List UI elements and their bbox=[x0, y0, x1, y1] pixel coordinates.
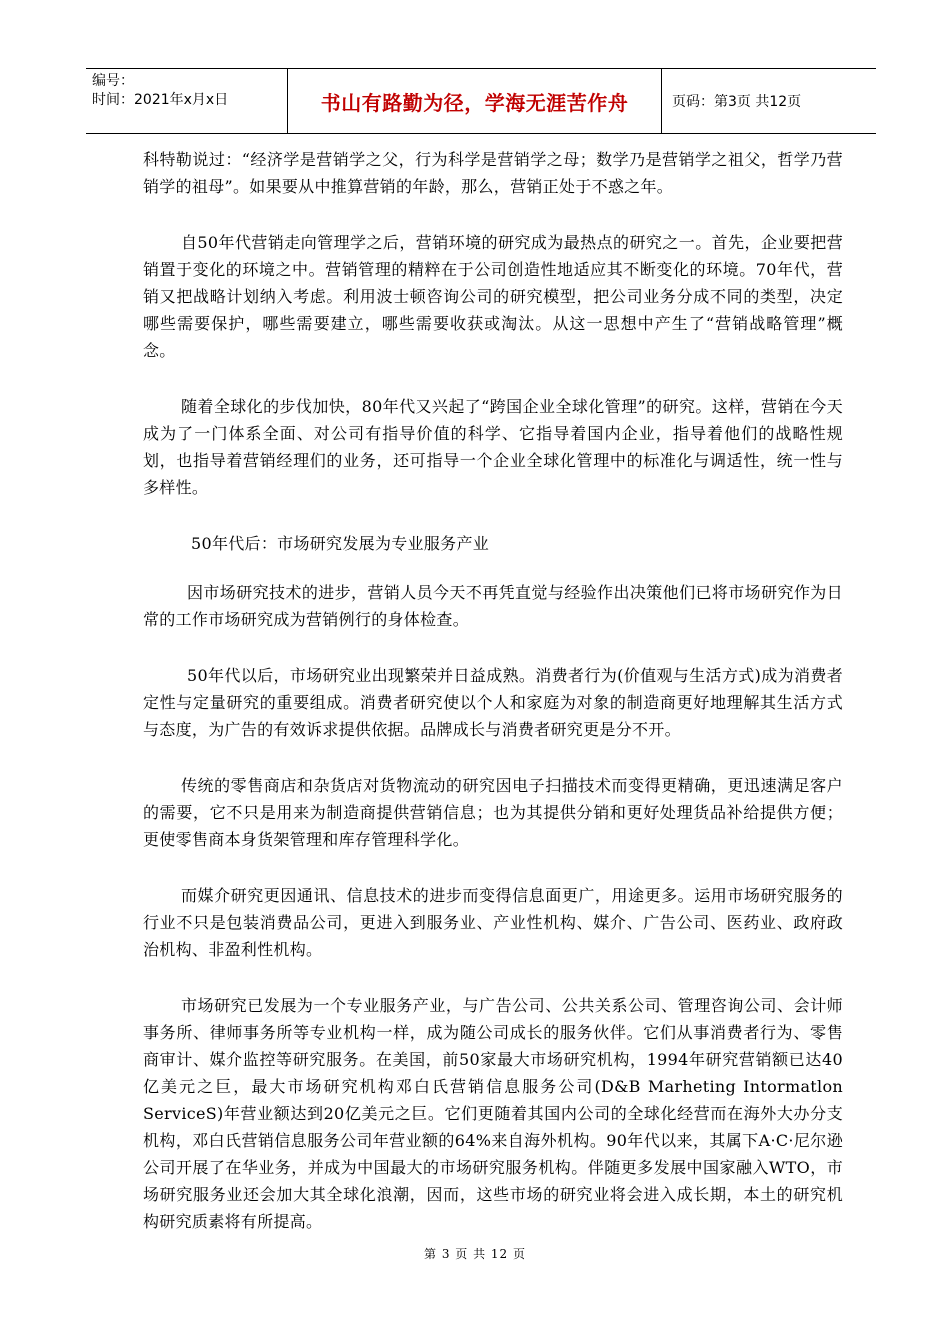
header-motto-cell bbox=[288, 69, 662, 133]
paragraph: 随着全球化的步伐加快，80年代又兴起了“跨国企业全球化管理”的研究。这样，营销在今天成为了一门体系全面、对公司有指导价值的科学、它指导着国内企业，指导着他们的战略性规划，也指导着营销经理们的业务，还可指导一个企业全球化管理中的标准化与调适性，统一性与多样性。 bbox=[143, 397, 843, 497]
document-time-label: 时间：2021年x月x日 bbox=[92, 92, 229, 108]
page-footer: 第 3 页 共 12 页 bbox=[424, 1247, 526, 1261]
page-header bbox=[86, 68, 876, 134]
paragraph: 科特勒说过：“经济学是营销学之父，行为科学是营销学之母；数学乃是营销学之祖父，哲学乃营销学的祖母”。如果要从中推算营销的年龄，那么，营销正处于不惑之年。 bbox=[143, 150, 843, 196]
header-page-cell bbox=[662, 69, 876, 133]
header-meta-cell bbox=[86, 69, 288, 133]
header-motto: 书山有路勤为径，学海无涯苦作舟 bbox=[320, 90, 629, 115]
header-page-label: 页码：第3页 共12页 bbox=[672, 94, 802, 110]
paragraph: 传统的零售商店和杂货店对货物流动的研究因电子扫描技术而变得更精确，更迅速满足客户的需要，它不只是用来为制造商提供营销信息；也为其提供分销和更好处理货品补给提供方便；更使零售商本身货架管理和库存管理科学化。 bbox=[143, 776, 843, 849]
paragraph: 而媒介研究更因通讯、信息技术的进步而变得信息面更广，用途更多。运用市场研究服务的行业不只是包装消费品公司，更进入到服务业、产业性机构、媒介、广告公司、医药业、政府政治机构、非盈利性机构。 bbox=[143, 886, 843, 959]
paragraph: 50年代以后，市场研究业出现繁荣并日益成熟。消费者行为(价值观与生活方式)成为消费者定性与定量研究的重要组成。消费者研究使以个人和家庭为对象的制造商更好地理解其生活方式与态度，为广告的有效诉求提供依据。品牌成长与消费者研究更是分不开。 bbox=[143, 666, 843, 739]
document-body bbox=[143, 146, 843, 1264]
paragraph: 因市场研究技术的进步，营销人员今天不再凭直觉与经验作出决策他们已将市场研究作为日常的工作市场研究成为营销例行的身体检查。 bbox=[143, 583, 843, 629]
paragraph: 自50年代营销走向管理学之后，营销环境的研究成为最热点的研究之一。首先，企业要把营销置于变化的环境之中。营销管理的精粹在于公司创造性地适应其不断变化的环境。70年代，营销又把战略计划纳入考虑。利用波士顿咨询公司的研究模型，把公司业务分成不同的类型，决定哪些需要保护，哪些需要建立，哪些需要收获或淘汰。从这一思想中产生了“营销战略管理”概念。 bbox=[143, 233, 843, 360]
paragraph: 市场研究已发展为一个专业服务产业，与广告公司、公共关系公司、管理咨询公司、会计师事务所、律师事务所等专业机构一样，成为随公司成长的服务伙伴。它们从事消费者行为、零售商审计、媒介监控等研究服务。在美国，前50家最大市场研究机构，1994年研究营销额已达40亿美元之巨，最大市场研究机构邓白氏营销信息服务公司(D&B Marheting Intormatlon ServiceS)年营业额达到20亿美元之巨。它们更随着其国内公司的全球化经营而在海外大办分支机构，邓白氏营销信息服务公司年营业额的64%来自海外机构。90年代以来，其属下A·C·尼尔逊公司开展了在华业务，并成为中国最大的市场研究服务机构。伴随更多发展中国家融入WTO，市场研究服务业还会加大其全球化浪潮，因而，这些市场的研究业将会进入成长期，本土的研究机构研究质素将有所提高。 bbox=[143, 996, 843, 1231]
section-heading: 50年代后：市场研究发展为专业服务产业 bbox=[191, 534, 490, 553]
document-number-label: 编号： bbox=[92, 73, 134, 89]
